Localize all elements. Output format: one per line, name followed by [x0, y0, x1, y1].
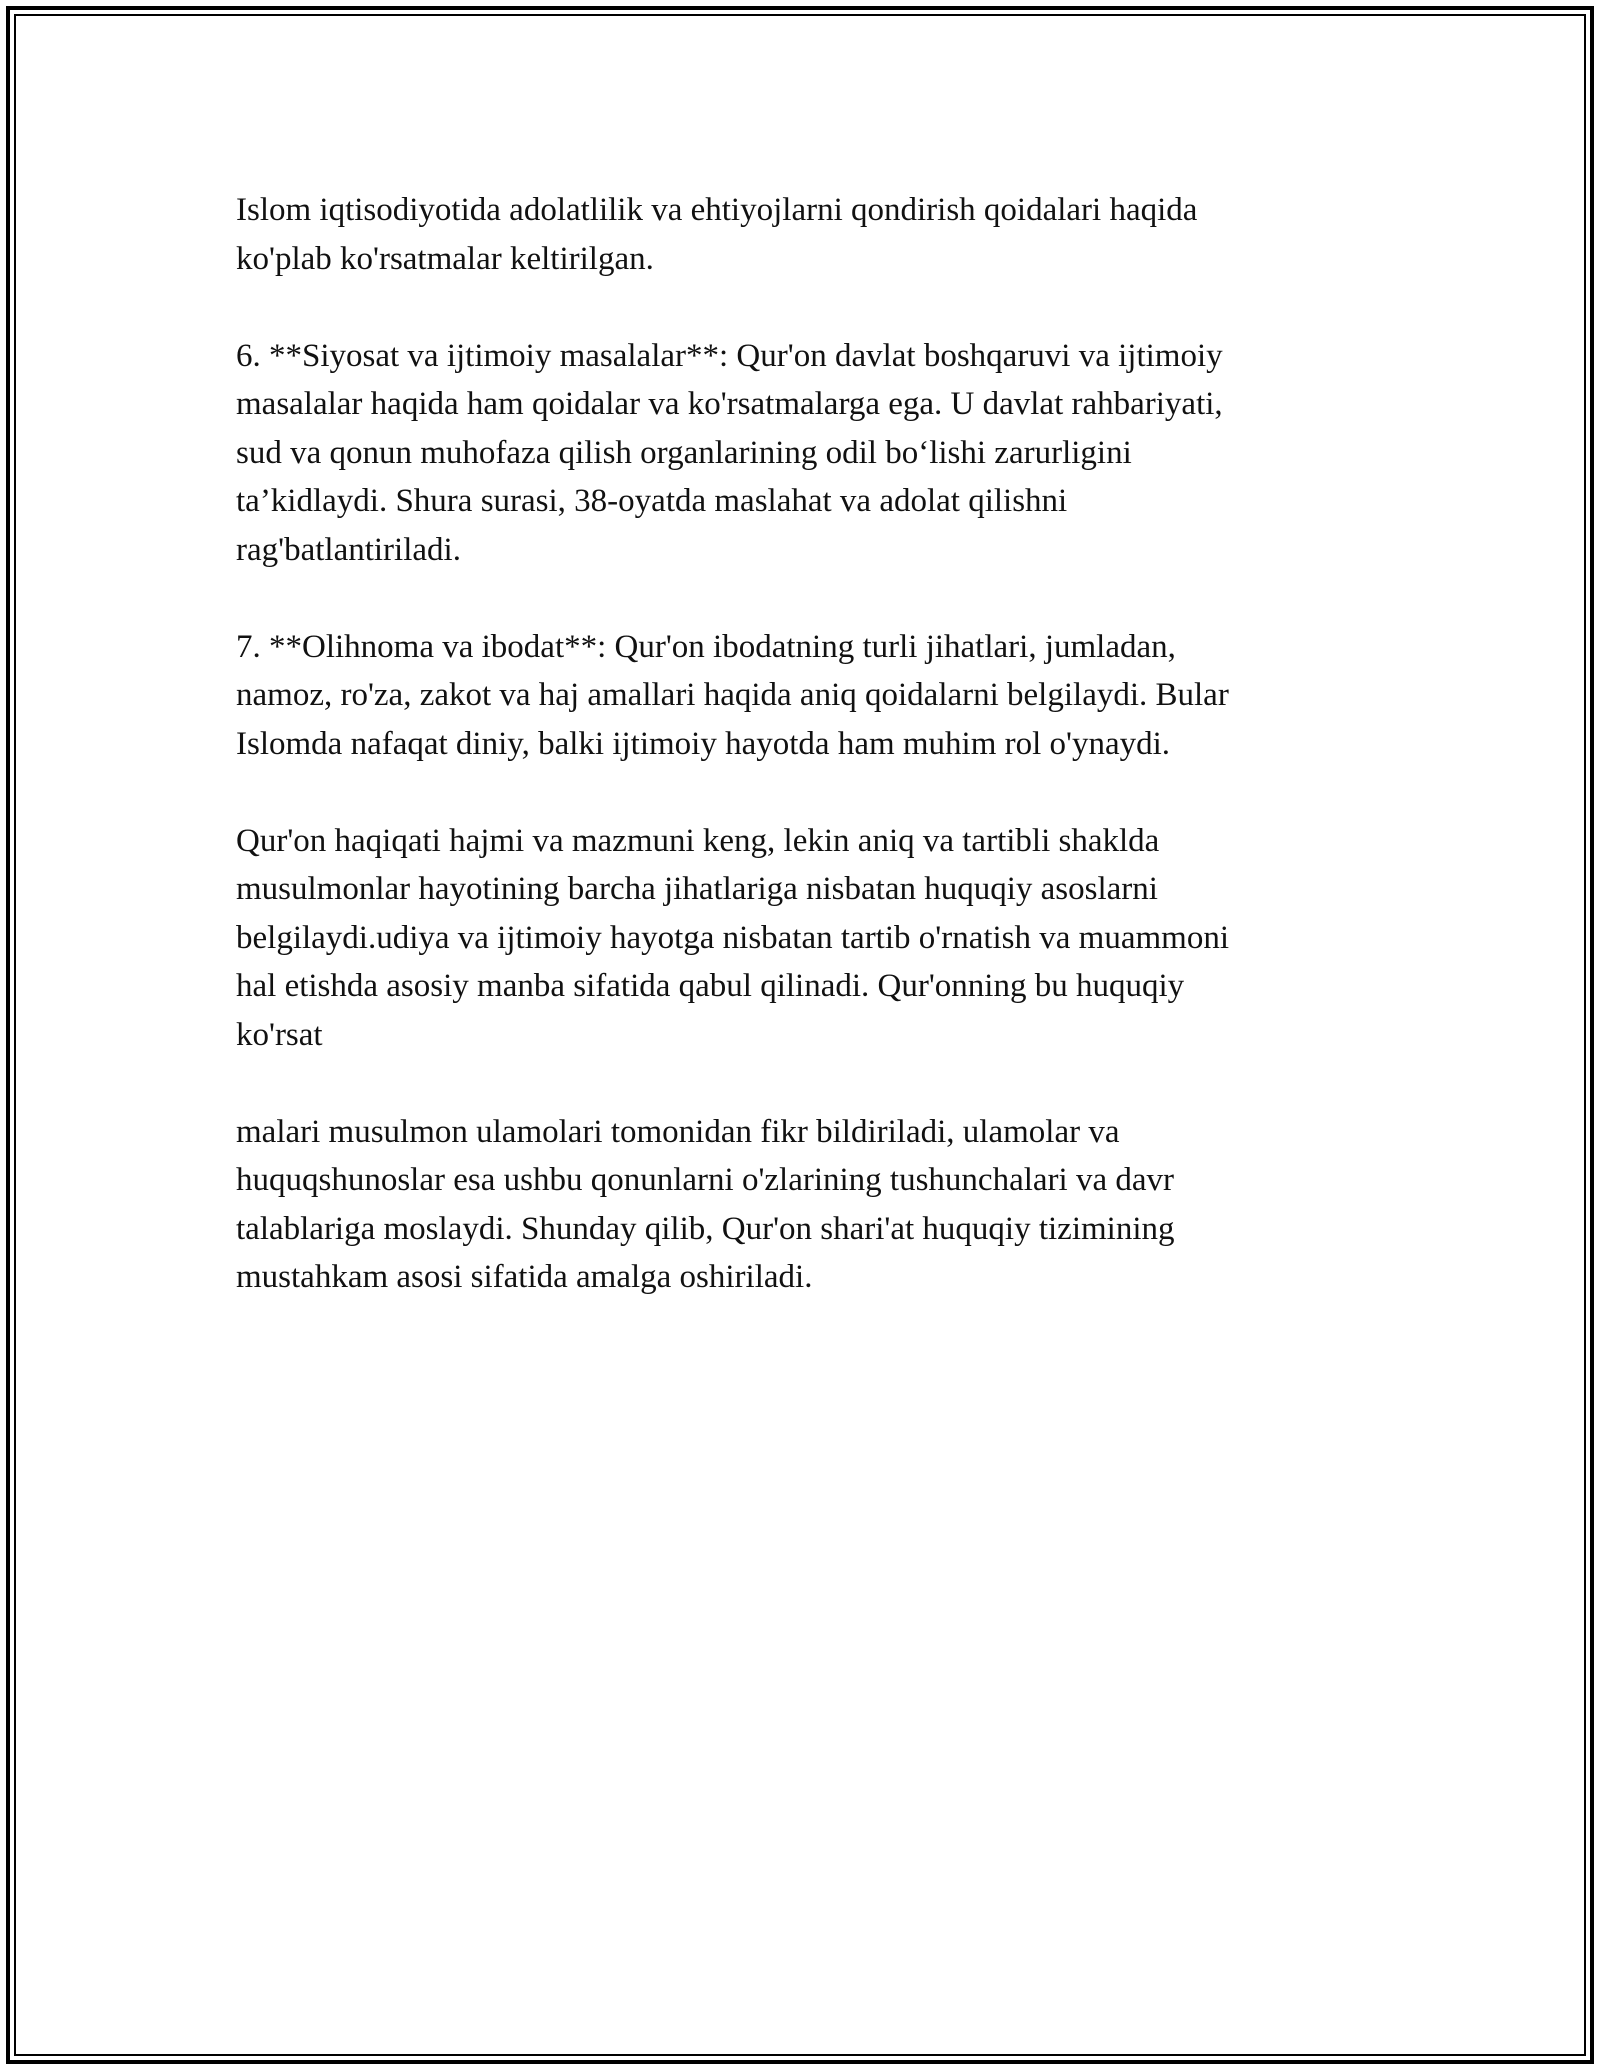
paragraph-worship: 7. **Olihnoma va ibodat**: Qur'on ibodatning turli jihatlari, jumladan, namoz, ro'za, zakot va haj amallari haqida aniq qoidalarni belgilaydi. Bular Islomda nafaqat diniy, balki ijtimoiy hayotda ham muhim rol o'ynaydi.	[236, 628, 1229, 762]
paragraph-economy-intro: Islom iqtisodiyotida adolatlilik va ehtiyojlarni qondirish qoidalari haqida ko'plab ko'rsatmalar keltirilgan.	[236, 192, 1198, 277]
paragraph-politics-social: 6. **Siyosat va ijtimoiy masalalar**: Qur'on davlat boshqaruvi va ijtimoiy masalalar haqida ham qoidalar va ko'rsatmalarga ega. U davlat rahbariyati, sud va qonun muhofaza qilish organlarining odil bo‘lishi zarurligini ta’kidlaydi. Shura surasi, 38-oyatda maslahat va adolat qilishni rag'batlantiriladi.	[236, 337, 1223, 568]
paragraph-conclusion: malari musulmon ulamolari tomonidan fikr bildiriladi, ulamolar va huquqshunoslar esa ushbu qonunlarni o'zlarining tushunchalari va davr talablariga moslaydi. Shunday qilib, Qur'on shari'at huquqiy tizimining mustahkam asosi sifatida amalga oshiriladi.	[236, 1113, 1175, 1295]
document-body	[236, 186, 1366, 1350]
paragraph-quran-scope: Qur'on haqiqati hajmi va mazmuni keng, lekin aniq va tartibli shaklda musulmonlar hayotining barcha jihatlariga nisbatan huquqiy asoslarni belgilaydi.udiya va ijtimoiy hayotga nisbatan tartib o'rnatish va muammoni hal etishda asosiy manba sifatida qabul qilinadi. Qur'onning bu huquqiy ko'rsat	[236, 822, 1229, 1053]
